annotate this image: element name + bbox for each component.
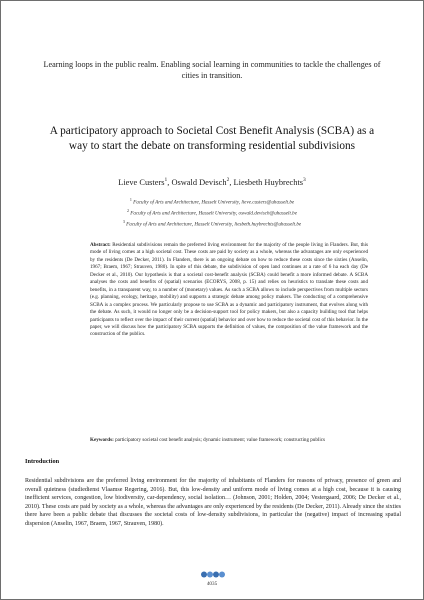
affiliation-line: $^1$ Faculty of Arts and Architecture, Hasselt University, lieve.custers@uhasselt.be <box>129 197 295 206</box>
paper-title: A participatory approach to Societal Cost Benefit Analysis (SCBA) as a way to start the debate on transforming residential subdivisions <box>49 125 375 152</box>
author-list: Lieve Custers$^1$, Oswald Devisch$^2$, Liesbeth Huybrechts$^3$ <box>118 177 306 187</box>
author-mark: 1 <box>164 177 168 183</box>
abstract-label: Abstract: <box>90 242 111 248</box>
keywords-label: Keywords: <box>90 437 114 443</box>
affiliation-line: $^3$ Faculty of Arts and Architecture, Hasselt University, liesbeth.huybrechts@uhasselt.be <box>122 219 302 228</box>
publisher-logo-icon <box>200 570 226 579</box>
page-number: 4035 <box>206 581 218 587</box>
section-heading: Introduction <box>25 458 60 465</box>
author-name: Lieve Custers <box>118 177 165 187</box>
abstract <box>90 242 368 339</box>
intro-paragraph: Residential subdivisions are the preferred living environment for the majority of inhabitants of Flanders for reasons of privacy, presence of green and overall quietness (studiedienst Vlaamse Regering, 2016). But, this low-density and uniform mode of living comes at a high cost, because it is causing inefficient services, congestion, low biodiversity, car-dependency, social isolation… (Johnson, 2001; Holden, 2004; Vestergaard, 2006; De Decker et al., 2010). These costs are paid by society as a whole, whereas the advantages are only experienced by the residents (De Decker, 2011). Already since the sixties there have been a public debate that discusses the societal costs of low-density subdivisions, in particular the (negative) impact of increasing spatial dispersion (Anselin, 1967, Braem, 1967, Strauven, 1980). <box>25 478 401 527</box>
keywords <box>90 437 368 444</box>
affiliation-line: $^2$ Faculty of Arts and Architecture, Hasselt University, oswald.devisch@uhasselt.be <box>127 208 297 217</box>
author-mark: 3 <box>303 177 306 183</box>
author-name: Oswald Devisch <box>171 177 227 187</box>
keywords-text: participatory societal cost benefit analysis; dynamic instrument; value framework; constructing publics <box>115 437 325 443</box>
abstract-text: Residential subdivisions remain the preferred living environment for the majority of the people living in Flanders. But, this mode of living comes at a high societal cost. These costs are paid by society as a whole, whereas the advantages are only experienced by the residents (De Decker, 2011). In Flanders, there is an ongoing debate on how to reduce these costs since the sixties (Anselin, 1967; Braem, 1967; Strauven, 1980). In spite of this debate, the subdivision of open land continues at a rate of 6 ha each day (De Decker et al., 2010). Our hypothesis is that a societal cost-benefit analysis (SCBA) could benefit a more informed debate. A SCBA analyses the costs and benefits of (spatial) scenarios (ECORYS, 2008, p. 15) and relies on heuristics to translate these costs and benefits, in a transparent way, to a number of (monetary) values. As such a SCBA allows to include perspectives from multiple sectors (e.g. planning, ecology, heritage, mobility) and supports a strategic debate among policy makers. The conducting of a comprehensive SCBA is a complex process. We particularly propose to use SCBA as a dynamic and participatory instrument, that evolves along with the debate. As such, it would no longer only be a decision-support tool for policy makers, but also a capacity building tool that helps participants to reflect over the impact of their current (spatial) behavior and over how to reduce the societal cost of this behavior. In the paper, we will discuss how the participatory SCBA supports the definition of values, the composition of the value framework and the construction of the publics. <box>90 242 368 338</box>
author-name: Liesbeth Huybrechts <box>233 177 304 187</box>
affiliation-list <box>31 196 393 229</box>
conference-track: Learning loops in the public realm. Enabling social learning in communities to tackle the challenges of cities in transition. <box>43 60 381 80</box>
author-mark: 2 <box>226 177 230 183</box>
